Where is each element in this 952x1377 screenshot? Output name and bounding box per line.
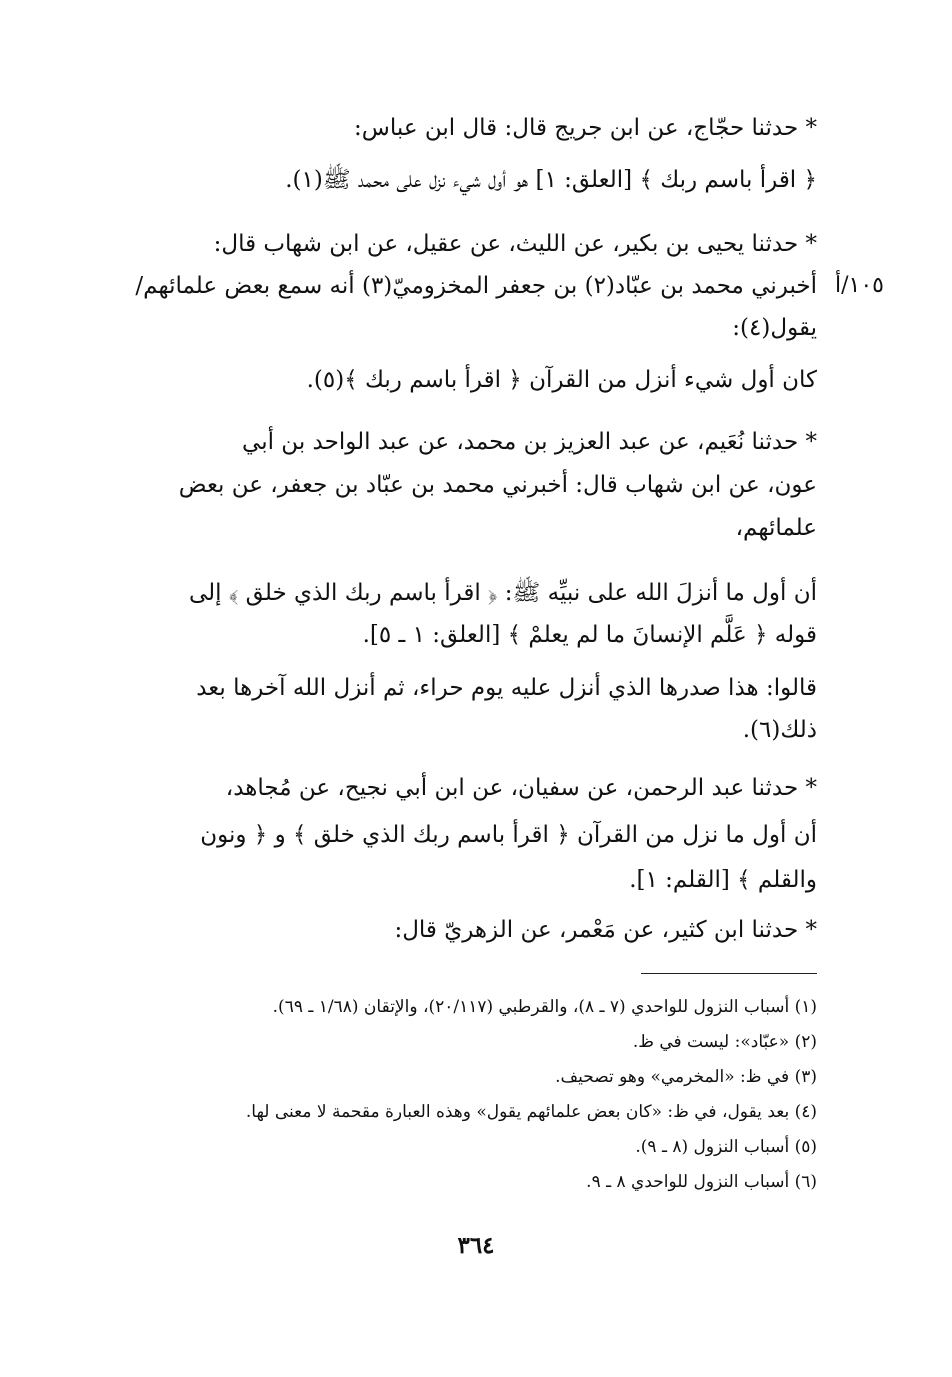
text-line: أن أول ما أنزلَ الله على نبيِّه ﷺ: ﴿ اقرأ باسم ربك الذي خلق ﴾ إلى (189, 580, 817, 606)
text-line: * حدثنا عبد الرحمن، عن سفيان، عن ابن أبي نجيح، عن مُجاهد، (225, 775, 817, 801)
footnote: (٣) في ظ: «المخرمي» وهو تصحيف. (555, 1067, 817, 1087)
footnote: (٥) أسباب النزول (٨ ـ ٩). (635, 1137, 817, 1157)
text-line: علمائهم، (735, 515, 817, 541)
text-line: كان أول شيء أنزل من القرآن ﴿ اقرأ باسم ربك ﴾(٥). (306, 367, 817, 393)
text-line: عون، عن ابن شهاب قال: أخبرني محمد بن عبّاد بن جعفر، عن بعض (178, 472, 817, 498)
footnote-divider (641, 973, 817, 974)
text-line: * حدثنا نُعَيم، عن عبد العزيز بن محمد، عن عبد الواحد بن أبي (242, 429, 817, 455)
text-line: أن أول ما نزل من القرآن ﴿ اقرأ باسم ربك الذي خلق ﴾ و ﴿ ونون (200, 822, 817, 848)
text-line: يقول(٤): (732, 315, 817, 341)
text-line: ﴿ اقرأ باسم ربك ﴾ [العلق: ١] هو أول شيء نزل على محمد ﷺ(١). (285, 167, 817, 193)
page-number: ٣٦٤ (457, 1232, 495, 1259)
text-line: * حدثنا ابن كثير، عن مَعْمر، عن الزهريّ قال: (394, 917, 817, 943)
text-line: أخبرني محمد بن عبّاد(٢) بن جعفر المخزوميّ(٣) أنه سمع بعض علمائهم/ (135, 273, 817, 299)
footnote: (٢) «عبّاد»: ليست في ظ. (632, 1032, 817, 1052)
manuscript-folio-ref: ١٠٥/أ (835, 273, 884, 298)
footnote: (١) أسباب النزول للواحدي (٧ ـ ٨)، والقرطبي (٢٠/١١٧)، والإتقان (١/٦٨ ـ ٦٩). (272, 997, 817, 1017)
footnote: (٦) أسباب النزول للواحدي ٨ ـ ٩. (586, 1172, 817, 1192)
text-line: * حدثنا يحيى بن بكير، عن الليث، عن عقيل، عن ابن شهاب قال: (213, 231, 817, 257)
text-line: قوله ﴿ عَلَّم الإنسانَ ما لم يعلمْ ﴾ [العلق: ١ ـ ٥]. (362, 622, 817, 648)
text-line: قالوا: هذا صدرها الذي أنزل عليه يوم حراء، ثم أنزل الله آخرها بعد (196, 675, 817, 701)
text-line: ذلك(٦). (742, 717, 817, 743)
footnote: (٤) بعد يقول، في ظ: «كان بعض علمائهم يقول» وهذه العبارة مقحمة لا معنى لها. (245, 1102, 817, 1122)
text-line: * حدثنا حجّاج، عن ابن جريج قال: قال ابن عباس: (354, 115, 817, 141)
text-line: والقلم ﴾ [القلم: ١]. (629, 867, 817, 893)
